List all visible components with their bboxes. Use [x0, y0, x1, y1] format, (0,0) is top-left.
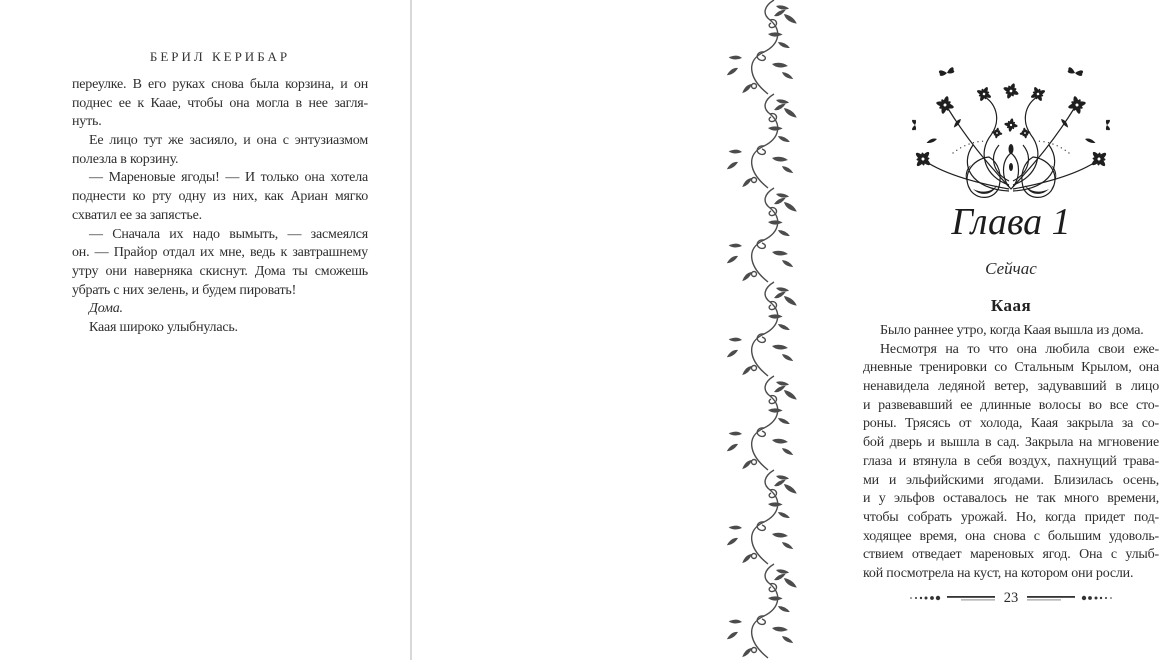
pov-character-name: Каая: [990, 296, 1032, 315]
chapter-time-label: Сейчас: [985, 259, 1037, 278]
text-line: Дома.: [89, 301, 123, 317]
floral-chapter-ornament-icon: [863, 60, 1159, 202]
text-line: схватил ее за запястье.: [72, 207, 202, 223]
vine-border-icon: [728, 0, 814, 660]
left-page[interactable]: [0, 0, 410, 660]
text-line: утру они наверняка скиснут. Дома ты сможешь: [72, 263, 368, 279]
page-number: 23: [1003, 589, 1019, 606]
text-line: роны. Трясясь от холода, Каая закрыла за со-: [863, 416, 1159, 432]
text-line: ходящее время, она снова с большим удоволь-: [863, 528, 1159, 544]
running-header: БЕРИЛ КЕРИБАР: [149, 49, 291, 64]
text-line: глаза и втянула в себя воздух, пахнущий трава-: [863, 453, 1159, 469]
text-line: — Мареновые ягоды! — И только она хотела: [89, 170, 368, 186]
footer-ornament-left-icon: [909, 594, 995, 602]
right-page-text: [863, 322, 1159, 584]
left-page-text: [72, 76, 368, 338]
text-line: и развевавший ее длинные волосы во все сто-: [863, 397, 1159, 413]
page-footer: [863, 588, 1159, 608]
text-line: ми и эльфийскими ягодами. Близилась осень,: [863, 472, 1159, 488]
text-line: он. — Прайор отдал их мне, ведь к завтрашнему: [72, 245, 368, 261]
text-line: бой дверь и вышла в сад. Закрыла на мгновение: [863, 435, 1159, 451]
text-line: ненавидела ледяной ветер, задувавший в лицо: [863, 379, 1159, 395]
text-line: Ее лицо тут же засияло, и она с энтузиазмом: [89, 133, 368, 149]
text-line: дневные тренировки со Стальным Крылом, она: [863, 360, 1159, 376]
text-line: поднес ее к Каае, чтобы она могла в нее загля-: [72, 95, 368, 111]
text-line: и у эльфов оставалось не так много времени,: [863, 491, 1159, 507]
text-line: поднести ко рту одну из них, как Ариан мягко: [72, 189, 368, 205]
text-line: чтобы собрать урожай. Но, когда придет под-: [863, 509, 1159, 525]
text-line: ствием отведает мареновых ягод. Она с улыб-: [863, 547, 1159, 563]
text-line: — Сначала их надо вымыть, — засмеялся: [89, 226, 368, 242]
text-line: нуть.: [72, 114, 102, 130]
text-line: Каая широко улыбнулась.: [89, 319, 238, 335]
footer-ornament-right-icon: [1027, 594, 1113, 602]
text-line: Было раннее утро, когда Каая вышла из дома.: [880, 323, 1144, 338]
text-line: полезла в корзину.: [72, 151, 179, 167]
text-line: кой посмотрела на куст, на котором они росли.: [863, 565, 1134, 581]
chapter-heading: Глава 1: [951, 201, 1071, 243]
text-line: переулке. В его руках снова была корзина, и он: [72, 77, 368, 92]
text-line: Несмотря на то что она любила свои еже-: [880, 341, 1159, 357]
text-line: убрать с них зелень, и будем пировать!: [72, 282, 297, 298]
